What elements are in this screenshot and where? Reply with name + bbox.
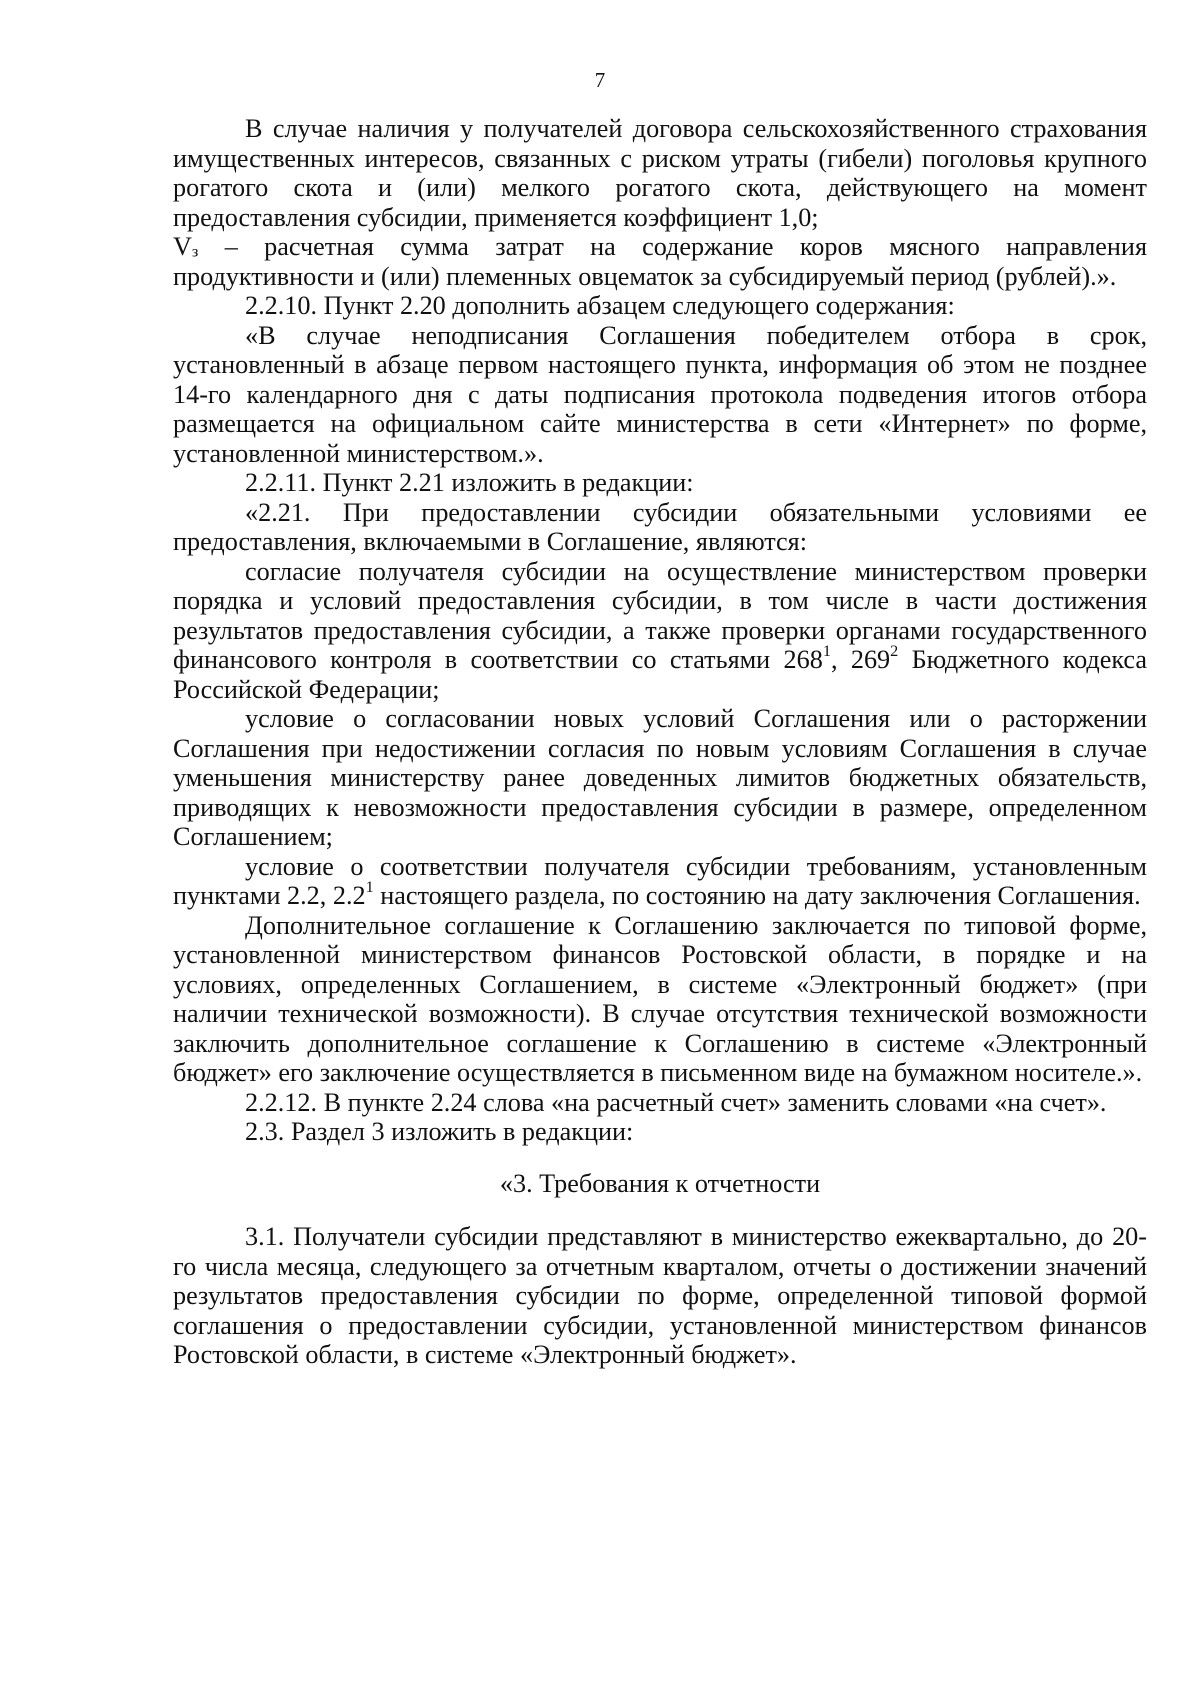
paragraph-new-conditions: условие о согласовании новых условий Соглашения или о расторжении Соглашения при недостижении согласия по новым условиям Соглашения в случае уменьшения министерству ранее доведенных лимитов бюджетных обязательств, приводящих к невозможности предоставления субсидии в размере, определенном Соглашением;: [173, 704, 1147, 851]
paragraph-insurance-coefficient: В случае наличия у получателей договора сельскохозяйственного страхования имущественных интересов, связанных с риском утраты (гибели) поголовья крупного рогатого скота и (или) мелкого рогатого скота, действующего на момент предоставления субсидии, применяется коэффициент 1,0;: [173, 114, 1147, 232]
consent-text-part1: согласие получателя субсидии на осуществление министерством проверки порядка и условий предоставления субсидии, в том числе в части достижения результатов предоставления субсидии, а также проверки органами государственного финансового контроля в соответствии со статьями 268: [173, 556, 1147, 674]
paragraph-2-2-12: 2.2.12. В пункте 2.24 слова «на расчетный счет» заменить словами «на счет».: [245, 1087, 1107, 1117]
paragraph-additional-agreement: Дополнительное соглашение к Соглашению заключается по типовой форме, установленной министерством финансов Ростовской области, в порядке и на условиях, определенных Соглашением, в системе «Электронный бюджет» (при наличии технической возможности). В случае отсутствия технической возможности заключить дополнительное соглашение к Соглашению в системе «Электронный бюджет» его заключение осуществляется в письменном виде на бумажном носителе.».: [173, 910, 1147, 1087]
v-subscript: з: [191, 242, 199, 261]
compliance-text-part1: условие о соответствии получателя субсидии требованиям, установленным пунктами 2.2, 2.2: [173, 851, 1147, 910]
section-heading: «3. Требования к отчетности: [499, 1168, 821, 1198]
consent-text-part2: , 269: [830, 645, 891, 674]
superscript-268: 1: [822, 641, 831, 660]
v-symbol: V: [173, 232, 192, 261]
document-body: [173, 114, 1147, 1370]
superscript-269: 2: [890, 641, 899, 660]
paragraph-3-1: 3.1. Получатели субсидии представляют в министерство ежеквартально, до 20-го числа месяца, следующего за отчетным кварталом, отчеты о достижении значений результатов предоставления субсидии по форме, определенной типовой формой соглашения о предоставлении субсидии, установленной министерством финансов Ростовской области, в системе «Электронный бюджет».: [173, 1222, 1147, 1369]
paragraph-2-2-10: 2.2.10. Пункт 2.20 дополнить абзацем следующего содержания:: [245, 291, 955, 320]
paragraph-2-3: 2.3. Раздел 3 изложить в редакции:: [245, 1117, 634, 1146]
compliance-text-part2: настоящего раздела, по состоянию на дату заключения Соглашения.: [373, 881, 1141, 910]
page-number: 7: [594, 68, 606, 92]
paragraph-compliance-condition: [173, 852, 1147, 911]
consent-text-part3: Бюджетного кодекса Российской Федерации;: [173, 645, 1148, 704]
superscript-2-2: 1: [365, 877, 374, 896]
paragraph-2-20-addition: «В случае неподписания Соглашения победителем отбора в срок, установленный в абзаце первом настоящего пункта, информация об этом не позднее 14-го календарного дня с даты подписания протокола подведения итогов отбора размещается на официальном сайте министерства в сети «Интернет» по форме, установленной министерством.».: [173, 320, 1147, 468]
paragraph-2-2-11: 2.2.11. Пункт 2.21 изложить в редакции:: [245, 468, 694, 497]
paragraph-v-definition: [173, 232, 1147, 291]
paragraph-2-21: «2.21. При предоставлении субсидии обязательными условиями ее предоставления, включаемыми в Соглашение, являются:: [173, 497, 1147, 556]
paragraph-consent-condition: [173, 557, 1147, 705]
v-definition-text: – расчетная сумма затрат на содержание коров мясного направления продуктивности и (или) племенных овцематок за субсидируемый период (рублей).».: [173, 232, 1147, 291]
